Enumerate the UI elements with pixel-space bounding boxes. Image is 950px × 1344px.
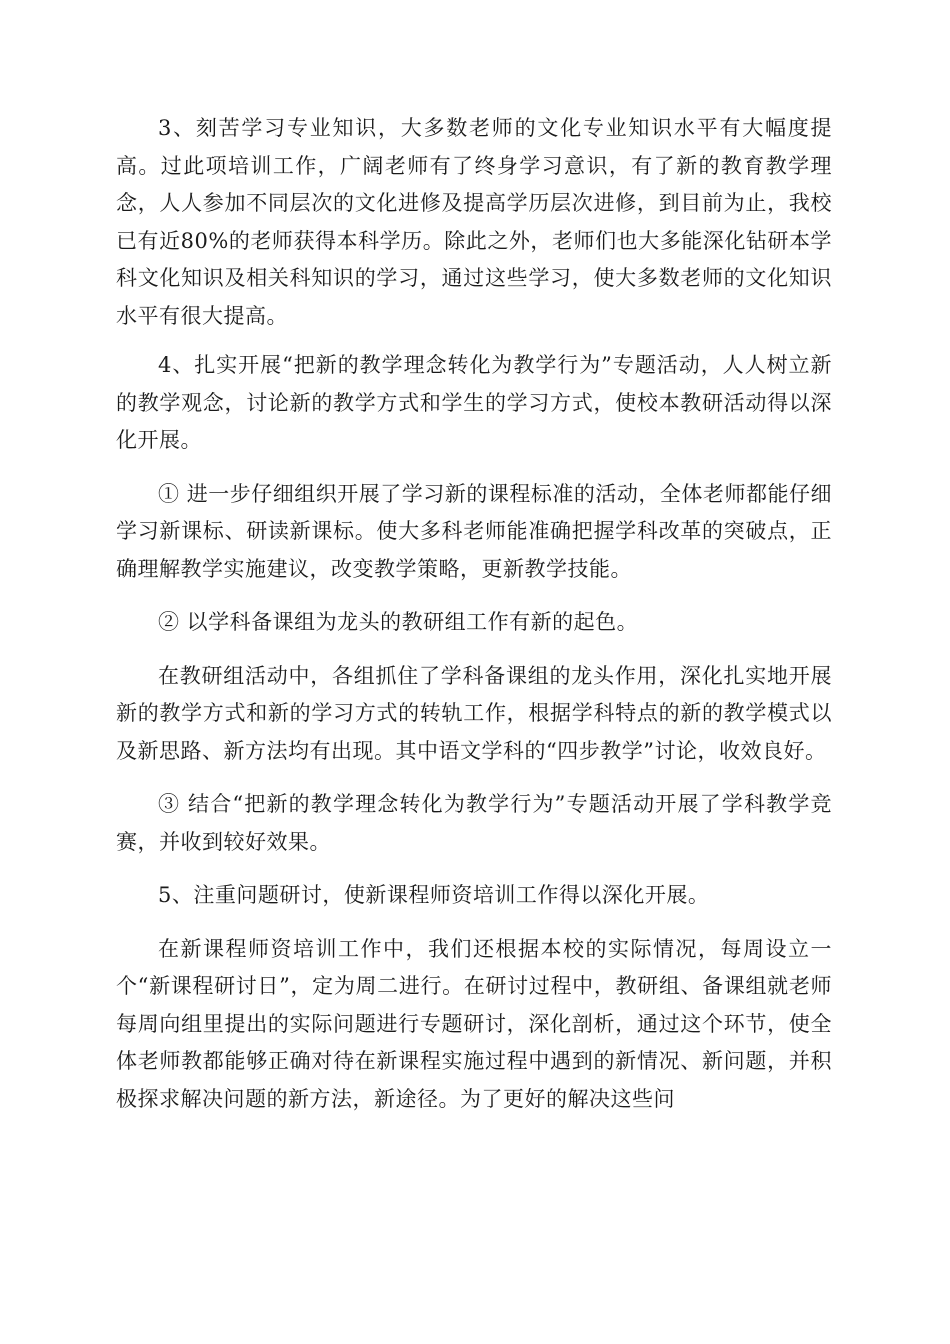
paragraph-5: 在教研组活动中，各组抓住了学科备课组的龙头作用，深化扎实地开展新的教学方式和新的学习方式的转轨工作，根据学科特点的新的教学模式以及新思路、新方法均有出现。其中语文学科的“四步教学”讨论，收效良好。 <box>116 663 832 763</box>
paragraph-4: ② 以学科备课组为龙头的教研组工作有新的起色。 <box>158 610 639 634</box>
paragraph-3: ① 进一步仔细组织开展了学习新的课程标准的活动，全体老师都能仔细学习新课标、研读新课标。使大多科老师能准确把握学科改革的突破点，正确理解教学实施建议，改变教学策略，更新教学技能。 <box>116 481 832 581</box>
paragraph-1: 3、刻苦学习专业知识，大多数老师的文化专业知识水平有大幅度提高。过此项培训工作，广阔老师有了终身学习意识，有了新的教育教学理念，人人参加不同层次的文化进修及提高学历层次进修，到目前为止，我校已有近80%的老师获得本科学历。除此之外，老师们也大多能深化钻研本学科文化知识及相关科知识的学习，通过这些学习，使大多数老师的文化知识水平有很大提高。 <box>116 116 832 328</box>
paragraph-8: 在新课程师资培训工作中，我们还根据本校的实际情况，每周设立一个“新课程研讨日”，定为周二进行。在研讨过程中，教研组、备课组就老师每周向组里提出的实际问题进行专题研讨，深化剖析，通过这个环节，使全体老师教都能够正确对待在新课程实施过程中遇到的新情况、新问题，并积极探求解决问题的新方法，新途径。为了更好的解决这些问 <box>116 936 832 1111</box>
paragraph-6: ③ 结合“把新的教学理念转化为教学行为”专题活动开展了学科教学竞赛，并收到较好效果。 <box>116 792 832 854</box>
paragraph-7: 5、注重问题研讨，使新课程师资培训工作得以深化开展。 <box>158 883 710 907</box>
paragraph-2: 4、扎实开展“把新的教学理念转化为教学行为”专题活动，人人树立新的教学观念，讨论新的教学方式和学生的学习方式，使校本教研活动得以深化开展。 <box>116 353 832 452</box>
